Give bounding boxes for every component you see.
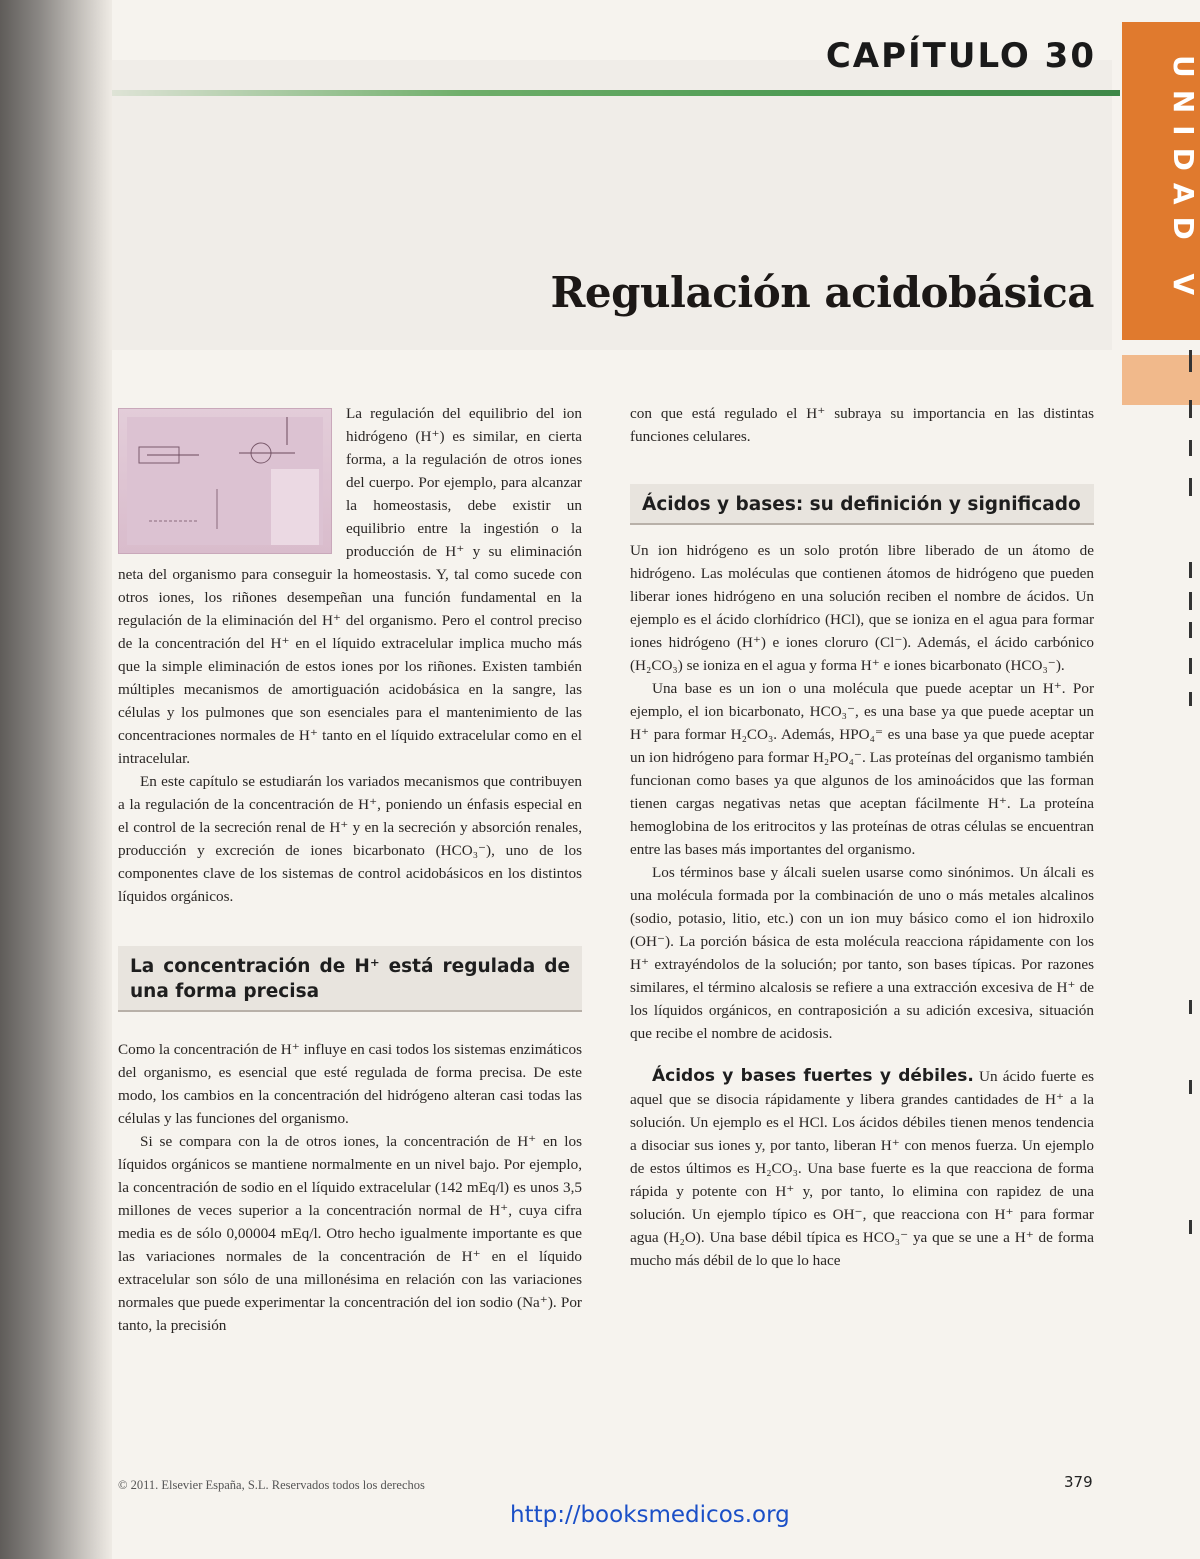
section-heading-acids-bases: Ácidos y bases: su definición y significado bbox=[630, 484, 1094, 525]
page-number: 379 bbox=[1064, 1473, 1093, 1491]
source-link[interactable]: http://booksmedicos.org bbox=[510, 1502, 790, 1528]
continuation-paragraph: con que está regulado el H⁺ subraya su importancia en las distintas funciones celulares. bbox=[630, 405, 1094, 445]
header-rule bbox=[112, 90, 1120, 96]
alkali-paragraph: Los términos base y álcali suelen usarse como sinónimos. Un álcali es una molécula formada por la combinación de uno o más metales alcalinos (sodio, potasio, litio, etc.) con un ion muy básico como el ion hidroxilo (OH⁻). La porción básica de esta molécula reacciona rápidamente con los H⁺ extrayéndolos de la solución; por tanto, son bases típicas. Por razones similares, el término alcalosis se refiere a una extracción excesiva de H⁺ de los líquidos orgánicos, en contraposición a su adición excesiva, situación que recibe el nombre de acidosis. bbox=[630, 864, 1094, 1042]
intro-paragraph-1: La regulación del equilibrio del ion hidrógeno (H⁺) es similar, en cierta forma, a la regulación de otros iones del cuerpo. Por ejemplo, para alcanzar la homeostasis, debe existir un equilibrio entre la ingestión o la producción de H⁺ y su eliminación neta del organismo para conseguir la homeostasis. Y, tal como sucede con otros iones, los riñones desempeñan una función fundamental en la regulación de la eliminación del H⁺ del organismo. Pero el control preciso de la concentración del H⁺ en el líquido extracelular implica mucho más que la simple eliminación de estos iones por los riñones. Existen también múltiples mecanismos de amortiguación acidobásica en la sangre, las células y los pulmones que son esenciales para el mantenimiento de las concentraciones normales de H⁺ tanto en el líquido extracelular como en el intracelular. bbox=[118, 405, 582, 767]
acids-paragraph: Un ion hidrógeno es un solo protón libre liberado de un átomo de hidrógeno. Las moléculas que contienen átomos de hidrógeno que pueden liberar iones hidrógeno en una solución reciben el nombre de ácidos. Un ejemplo es el ácido clorhídrico (HCl), que se ioniza en el agua para formar iones hidrógeno (H⁺) e iones cloruro (Cl⁻). Además, el ácido carbónico (H₂CO₃) se ioniza en el agua y forma H⁺ e iones bicarbonato (HCO₃⁻). bbox=[630, 542, 1094, 674]
inline-heading-strong-weak: Ácidos y bases fuertes y débiles. bbox=[652, 1066, 974, 1086]
section-paragraph-1: Como la concentración de H⁺ influye en casi todos los sistemas enzimáticos del organismo, es esencial que esté regulada de forma precisa. De este modo, los cambios en la concentración del hidrógeno alteran casi todas las células y las funciones del organismo. bbox=[118, 1041, 582, 1127]
chapter-opening-figure bbox=[118, 408, 332, 554]
page-edge-marks bbox=[1186, 340, 1196, 1440]
strong-weak-paragraph bbox=[630, 1065, 1094, 1272]
book-spine-shadow bbox=[0, 0, 112, 1559]
copyright-notice: © 2011. Elsevier España, S.L. Reservados todos los derechos bbox=[118, 1478, 425, 1492]
strong-weak-text: Un ácido fuerte es aquel que se disocia rápidamente y libera grandes cantidades de H⁺ a la solución. Un ejemplo es el HCl. Los ácidos débiles tienen menos tendencia a disociar sus iones y, por tanto, liberan H⁺ con menos fuerza. Un ejemplo de estos últimos es H₂CO₃. Una base fuerte es la que reacciona de forma rápida y potente con H⁺ y, por tanto, lo elimina con rapidez de una solución. Un ejemplo típico es OH⁻, que reacciona con H⁺ para formar agua (H₂O). Una base débil típica es HCO₃⁻ ya que se une a H⁺ de forma mucho más débil de lo que lo hace bbox=[630, 1068, 1095, 1269]
left-column bbox=[118, 402, 582, 1337]
unit-tab-label: UNIDAD V bbox=[1167, 54, 1200, 308]
intro-paragraph-2: En este capítulo se estudiarán los variados mecanismos que contribuyen a la regulación de la concentración de H⁺, poniendo un énfasis especial en el control de la secreción renal de H⁺ y en la secreción y absorción renales, producción y excreción de iones bicarbonato (HCO₃⁻), uno de los componentes clave de los sistemas de control acidobásicos en los distintos líquidos orgánicos. bbox=[118, 773, 582, 905]
chapter-number: CAPÍTULO 30 bbox=[825, 36, 1096, 76]
section-paragraph-2: Si se compara con la de otros iones, la concentración de H⁺ en los líquidos orgánicos se mantiene normalmente en un nivel bajo. Por ejemplo, la concentración de sodio en el líquido extracelular (142 mEq/l) es unos 3,5 millones de veces superior a la concentración normal de H⁺, cuya cifra media es de sólo 0,00004 mEq/l. Otro hecho igualmente importante es que las variaciones normales de la concentración de H⁺ en el líquido extracelular son sólo de una millonésima en relación con las variaciones normales que puede experimentar la concentración del ion sodio (Na⁺). Por tanto, la precisión bbox=[118, 1133, 582, 1334]
chapter-title: Regulación acidobásica bbox=[550, 268, 1094, 317]
section-heading-h-concentration: La concentración de H⁺ está regulada de una forma precisa bbox=[118, 946, 582, 1012]
base-paragraph: Una base es un ion o una molécula que puede aceptar un H⁺. Por ejemplo, el ion bicarbonato, HCO₃⁻, es una base ya que puede aceptar un H⁺ para formar H₂CO₃. Además, HPO₄⁼ es una base ya que puede aceptar un ion hidrógeno para formar H₂PO₄⁻. Las proteínas del organismo también funcionan como bases ya que algunos de los aminoácidos que las forman tienen cargas negativas netas que aceptan fácilmente H⁺. La proteína hemoglobina de los eritrocitos y las proteínas de otras células se encuentran entre las bases más importantes del organismo. bbox=[630, 680, 1094, 858]
right-column bbox=[630, 402, 1094, 1272]
